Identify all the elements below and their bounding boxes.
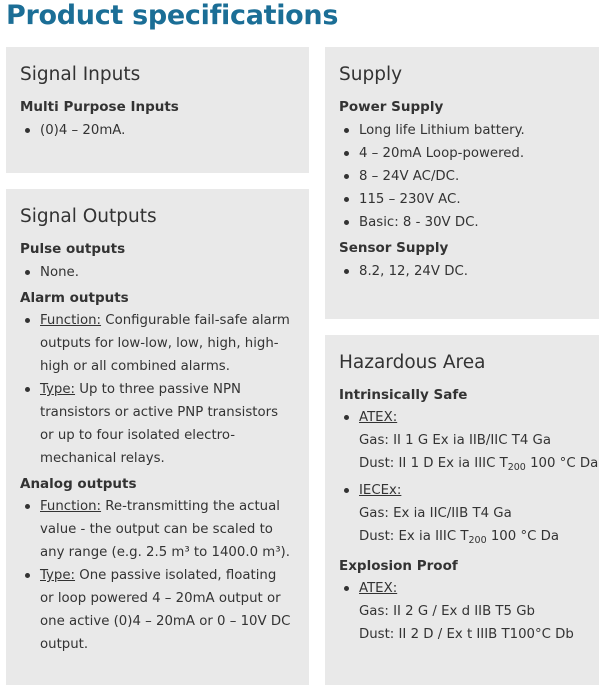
- explosion-proof-heading: Explosion Proof: [339, 558, 458, 574]
- signal-inputs-title: Signal Inputs: [20, 64, 141, 85]
- dust-rating: [359, 525, 585, 552]
- pulse-outputs-list: [20, 261, 295, 284]
- analog-outputs-heading: Analog outputs: [20, 476, 137, 492]
- list-item: [20, 495, 295, 564]
- list-item-text: value - the output can be scaled to: [40, 522, 273, 537]
- list-item: [339, 479, 585, 552]
- gas-rating: Gas: II 1 G Ex ia IIB/IIC T4 Ga: [359, 433, 551, 448]
- intrinsically-safe-heading: Intrinsically Safe: [339, 387, 468, 403]
- list-item: Basic: 8 - 30V DC.: [339, 211, 585, 234]
- gas-rating: Gas: II 2 G / Ex d IIB T5 Gb: [359, 604, 535, 619]
- list-item-text: outputs for low-low, low, high, high-: [40, 336, 279, 351]
- intrinsically-safe-list: [339, 406, 599, 552]
- signal-inputs-card: [6, 47, 309, 173]
- gas-rating: Gas: Ex ia IIC/IIB T4 Ga: [359, 506, 512, 521]
- list-item: Long life Lithium battery.: [339, 119, 585, 142]
- dust-rating: [359, 452, 599, 479]
- function-label: Function:: [40, 313, 102, 328]
- list-item-text: any range (e.g. 2.5 m³ to 1400.0 m³).: [40, 545, 290, 560]
- list-item: (0)4 – 20mA.: [20, 119, 295, 142]
- hazardous-area-card: [325, 335, 599, 685]
- list-item-text: mechanical relays.: [40, 451, 165, 466]
- list-item: 8.2, 12, 24V DC.: [339, 260, 585, 283]
- list-item-text: transistors or active PNP transistors: [40, 405, 279, 420]
- supply-title: Supply: [339, 64, 403, 85]
- list-item-text: output.: [40, 637, 89, 652]
- list-item-text: Configurable fail-safe alarm: [105, 313, 290, 328]
- list-item: [339, 406, 599, 479]
- list-item-text: high or all combined alarms.: [40, 359, 230, 374]
- sensor-supply-list: [339, 260, 585, 283]
- signal-outputs-card: [6, 189, 309, 685]
- alarm-outputs-list: [20, 309, 295, 470]
- list-item: [20, 378, 295, 470]
- dust-rating-text: Dust: Ex ia IIIC T: [359, 529, 469, 544]
- dust-rating-text: 100 °C Da: [525, 456, 599, 471]
- signal-outputs-title: Signal Outputs: [20, 206, 157, 227]
- list-item: 4 – 20mA Loop-powered.: [339, 142, 585, 165]
- power-supply-list: [339, 119, 585, 234]
- list-item: 8 – 24V AC/DC.: [339, 165, 585, 188]
- list-item-text: one active (0)4 – 20mA or 0 – 10V DC: [40, 614, 291, 629]
- list-item: [339, 577, 585, 646]
- list-item-text: or loop powered 4 – 20mA output or: [40, 591, 281, 606]
- analog-outputs-list: [20, 495, 295, 656]
- dust-rating-text: 100 °C Da: [486, 529, 560, 544]
- hazardous-area-title: Hazardous Area: [339, 352, 486, 373]
- power-supply-heading: Power Supply: [339, 99, 444, 115]
- sensor-supply-heading: Sensor Supply: [339, 240, 449, 256]
- atex-label: ATEX:: [359, 581, 398, 596]
- dust-rating: Dust: II 2 D / Ex t IIIB T100°C Db: [359, 627, 574, 642]
- atex-label: ATEX:: [359, 410, 398, 425]
- dust-rating-subscript: 200: [468, 535, 487, 546]
- list-item: [20, 564, 295, 656]
- type-label: Type:: [40, 568, 76, 583]
- function-label: Function:: [40, 499, 102, 514]
- list-item: [20, 309, 295, 378]
- multi-purpose-inputs-heading: Multi Purpose Inputs: [20, 99, 179, 115]
- list-item-text: or up to four isolated electro-: [40, 428, 236, 443]
- list-item-text: One passive isolated, floating: [79, 568, 277, 583]
- pulse-outputs-heading: Pulse outputs: [20, 241, 126, 257]
- list-item: 115 – 230V AC.: [339, 188, 585, 211]
- list-item-text: Up to three passive NPN: [79, 382, 241, 397]
- dust-rating-subscript: 200: [507, 462, 526, 473]
- list-item-text: Re-transmitting the actual: [105, 499, 280, 514]
- page-title: Product specifications: [6, 0, 339, 31]
- list-item: None.: [20, 261, 295, 284]
- type-label: Type:: [40, 382, 76, 397]
- explosion-proof-list: [339, 577, 585, 646]
- dust-rating-text: Dust: II 1 D Ex ia IIIC T: [359, 456, 508, 471]
- iecex-label: IECEx:: [359, 483, 402, 498]
- supply-card: [325, 47, 599, 319]
- alarm-outputs-heading: Alarm outputs: [20, 290, 129, 306]
- multi-purpose-inputs-list: [20, 119, 295, 142]
